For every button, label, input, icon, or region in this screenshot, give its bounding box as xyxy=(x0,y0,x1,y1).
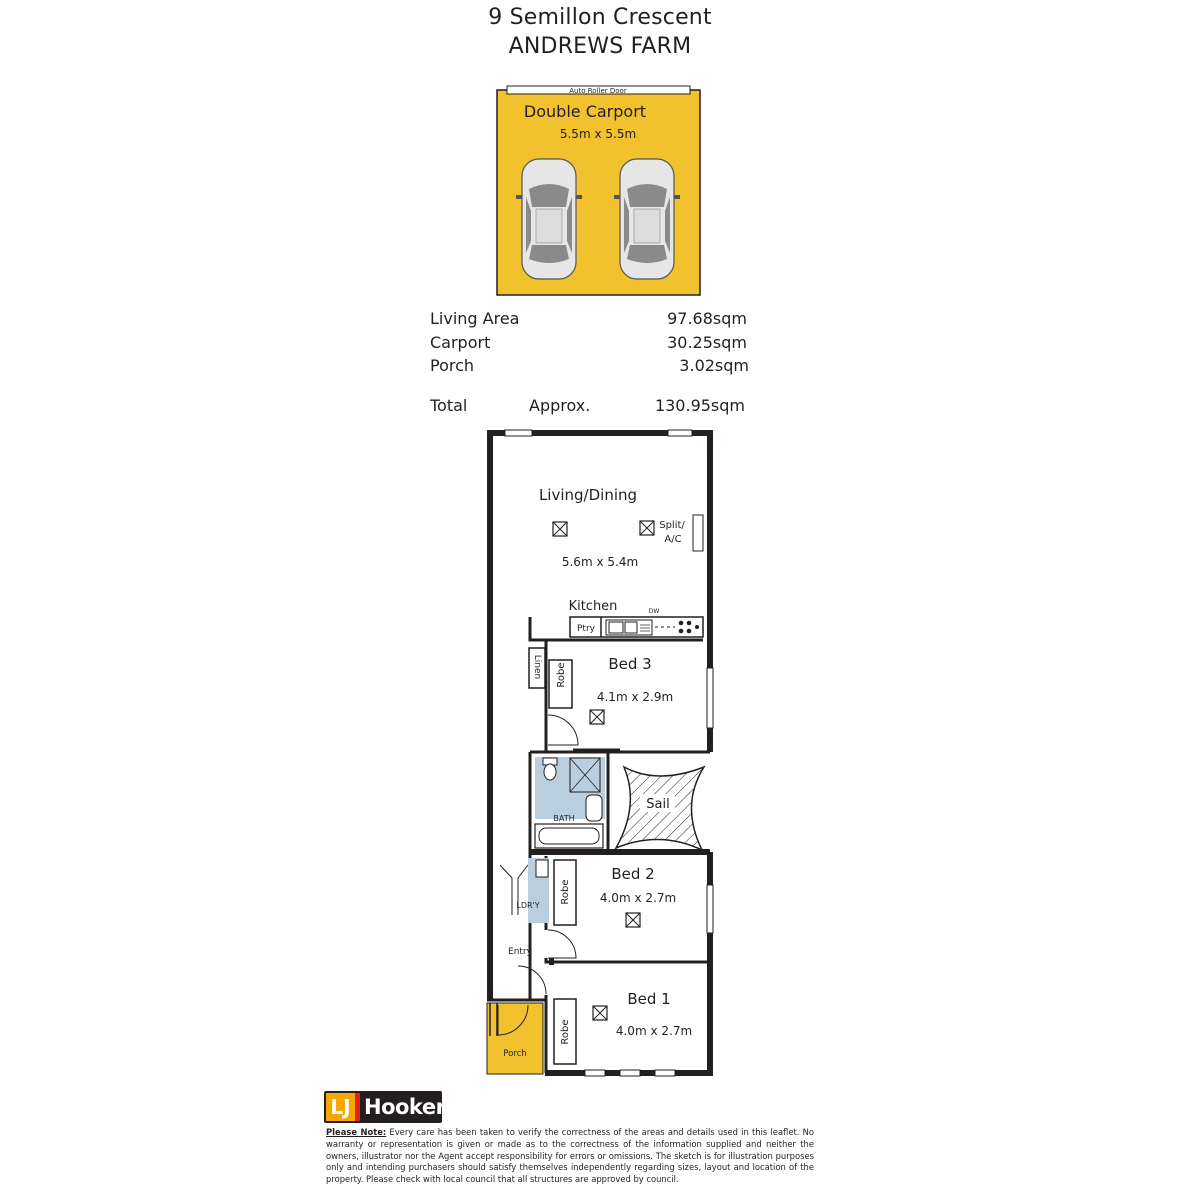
door-swing xyxy=(548,930,576,958)
address-line-1: 9 Semillon Crescent xyxy=(488,5,712,30)
split-ac-unit xyxy=(693,515,703,551)
lj-hooker-logo xyxy=(324,1091,446,1123)
door-swing xyxy=(548,715,578,745)
ceiling-fan-icon xyxy=(593,1006,607,1020)
bed-1-dims: 4.0m x 2.7m xyxy=(615,1024,693,1038)
bed-2-room xyxy=(548,860,676,958)
toilet-icon xyxy=(543,758,557,780)
car-left-icon xyxy=(516,159,582,279)
logo-mark: LJ xyxy=(326,1093,360,1121)
bed-2-robe-label: Robe xyxy=(560,879,571,905)
bed-3-name: Bed 3 xyxy=(608,655,652,673)
disclaimer-text: Every care has been taken to verify the correctness of the areas and details used in this leaflet. No warranty or representation is given or made as to the correctness of the information supplied and neither the owners, illustrator nor the Agent accept responsibility for errors or omissions. The sketch is for illustration purposes only and intending purchasers should satisfy themselves independently regarding sizes, layout and location of the property. Please check with local council that all structures are approved by council. xyxy=(326,1127,814,1185)
door-swing xyxy=(518,966,546,994)
roller-door-label: Auto Roller Door xyxy=(569,87,627,95)
bed-1-robe-label: Robe xyxy=(560,1019,571,1045)
car-right-icon xyxy=(614,159,680,279)
bed-2-name: Bed 2 xyxy=(611,865,655,883)
carport xyxy=(497,86,700,295)
living-dining-name: Living/Dining xyxy=(538,486,638,504)
bath-label: BATH xyxy=(553,814,575,823)
pantry-label: Ptry xyxy=(577,624,595,634)
living-dining-room xyxy=(539,486,703,569)
porch-area xyxy=(487,1003,543,1074)
laundry-door-swing xyxy=(500,865,512,915)
switch-icon xyxy=(549,958,554,965)
entry-label: Entry xyxy=(508,947,532,957)
laundry-label: LDR'Y xyxy=(516,901,540,910)
bed-1-name: Bed 1 xyxy=(627,990,671,1008)
area-value: 30.25sqm xyxy=(667,333,747,352)
total-value: 130.95sqm xyxy=(654,396,745,415)
sail-name: Sail xyxy=(646,797,670,812)
ceiling-fan-icon xyxy=(640,521,654,535)
carport-name: Double Carport xyxy=(523,102,647,121)
logo-word: Hooker xyxy=(364,1095,446,1119)
porch xyxy=(487,1000,545,1074)
bed-3-dims: 4.1m x 2.9m xyxy=(596,690,674,704)
split-ac-label-2: A/C xyxy=(664,534,682,545)
living-dining-dims: 5.6m x 5.4m xyxy=(561,555,639,569)
shade-sail xyxy=(616,767,704,850)
approx-label: Approx. xyxy=(529,396,591,415)
area-value: 3.02sqm xyxy=(679,356,749,375)
bed-3-robe-label: Robe xyxy=(556,662,567,688)
ceiling-fan-icon xyxy=(626,913,640,927)
ceiling-fan-icon xyxy=(590,710,604,724)
carport-dims: 5.5m x 5.5m xyxy=(559,127,637,141)
disclaimer-label: Please Note: xyxy=(326,1127,387,1137)
area-label: Porch xyxy=(430,356,475,375)
bed-3-room xyxy=(529,648,700,752)
bathroom xyxy=(535,757,605,848)
laundry xyxy=(500,858,549,923)
disclaimer xyxy=(326,1127,814,1186)
laundry-trough xyxy=(536,860,548,877)
dishwasher-label: DW xyxy=(648,608,660,615)
linen-label: Linen xyxy=(532,654,542,680)
bed-2-dims: 4.0m x 2.7m xyxy=(599,891,677,905)
address-line-2: ANDREWS FARM xyxy=(508,34,692,59)
ceiling-fan-icon xyxy=(553,522,567,536)
area-value: 97.68sqm xyxy=(667,309,747,328)
kitchen xyxy=(569,599,703,637)
vanity-basin xyxy=(586,795,602,821)
total-label: Total xyxy=(430,396,468,415)
kitchen-name: Kitchen xyxy=(568,599,618,614)
area-label: Carport xyxy=(430,333,491,352)
area-label: Living Area xyxy=(430,309,520,328)
porch-label: Porch xyxy=(503,1049,527,1059)
bed-1-room xyxy=(518,966,692,1064)
split-ac-label: Split/ xyxy=(659,520,685,531)
